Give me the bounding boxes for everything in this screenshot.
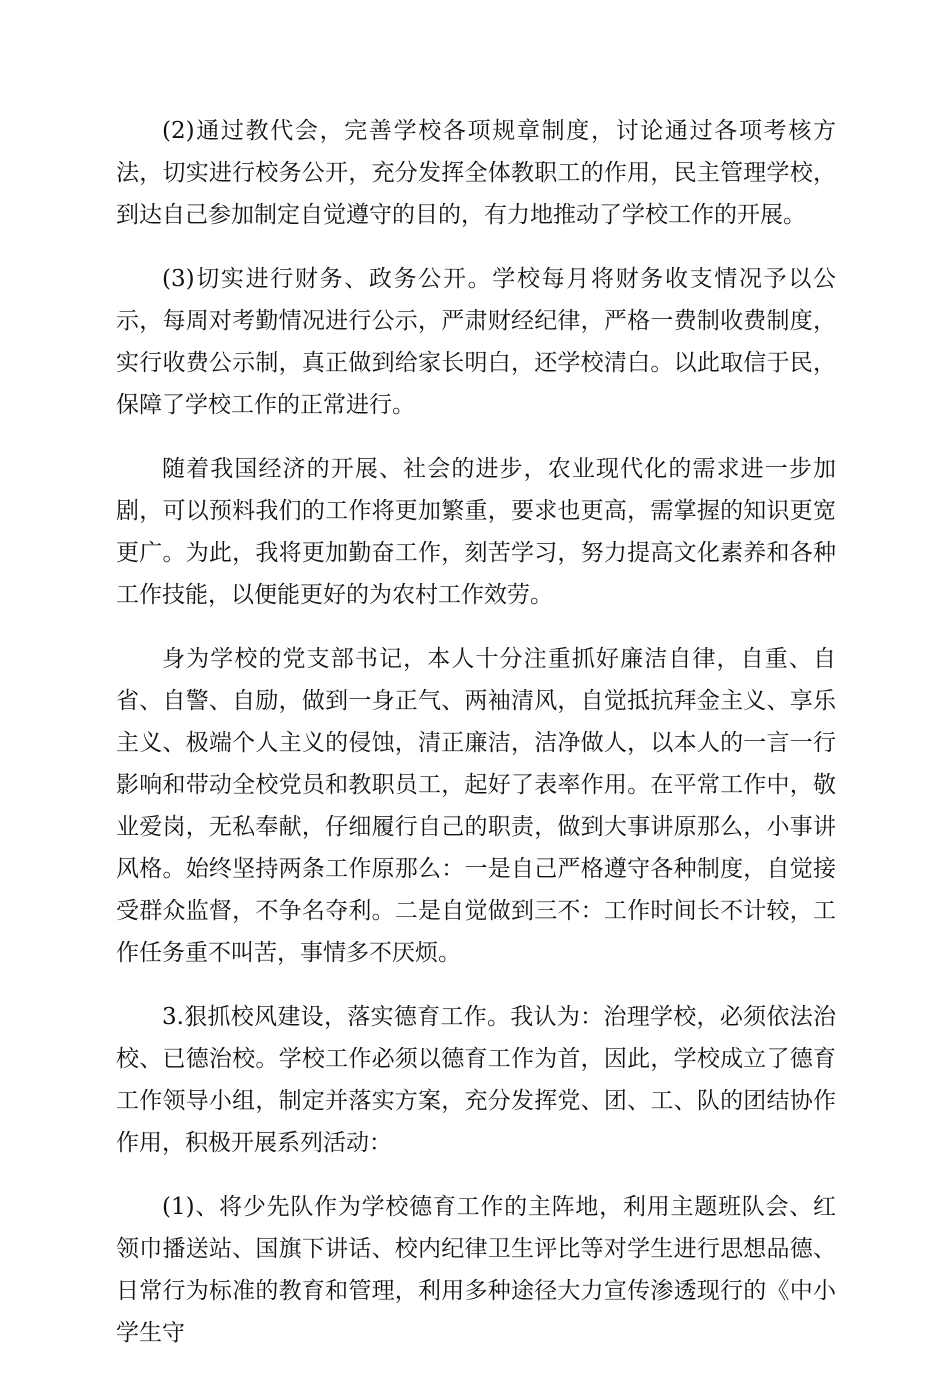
document-body [116,110,836,1376]
paragraph-5: 3.狠抓校风建设，落实德育工作。我认为：治理学校，必须依法治校、已德治校。学校工作必须以德育工作为首，因此，学校成立了德育工作领导小组，制定并落实方案，充分发挥党、团、工、队的团结协作作用，积极开展系列活动： [116,1004,836,1156]
paragraph-1: (2)通过教代会，完善学校各项规章制度，讨论通过各项考核方法，切实进行校务公开，充分发挥全体教职工的作用，民主管理学校，到达自己参加制定自觉遵守的目的，有力地推动了学校工作的开展。 [116,118,836,228]
paragraph-6: (1)、将少先队作为学校德育工作的主阵地，利用主题班队会、红领巾播送站、国旗下讲话、校内纪律卫生评比等对学生进行思想品德、日常行为标准的教育和管理，利用多种途径大力宣传渗透现行的《中小学生守 [116,1194,836,1346]
paragraph-2: (3)切实进行财务、政务公开。学校每月将财务收支情况予以公示，每周对考勤情况进行公示，严肃财经纪律，严格一费制收费制度，实行收费公示制，真正做到给家长明白，还学校清白。以此取信于民，保障了学校工作的正常进行。 [116,266,836,418]
paragraph-4: 身为学校的党支部书记，本人十分注重抓好廉洁自律，自重、自省、自警、自励，做到一身正气、两袖清风，自觉抵抗拜金主义、享乐主义、极端个人主义的侵蚀，清正廉洁，洁净做人，以本人的一言一行影响和带动全校党员和教职员工，起好了表率作用。在平常工作中，敬业爱岗，无私奉献，仔细履行自己的职责，做到大事讲原那么，小事讲风格。始终坚持两条工作原那么：一是自己严格遵守各种制度，自觉接受群众监督，不争名夺利。二是自觉做到三不：工作时间长不计较，工作任务重不叫苦，事情多不厌烦。 [116,646,836,966]
paragraph-3: 随着我国经济的开展、社会的进步，农业现代化的需求进一步加剧，可以预料我们的工作将更加繁重，要求也更高，需掌握的知识更宽更广。为此，我将更加勤奋工作，刻苦学习，努力提高文化素养和各种工作技能，以便能更好的为农村工作效劳。 [116,456,836,608]
